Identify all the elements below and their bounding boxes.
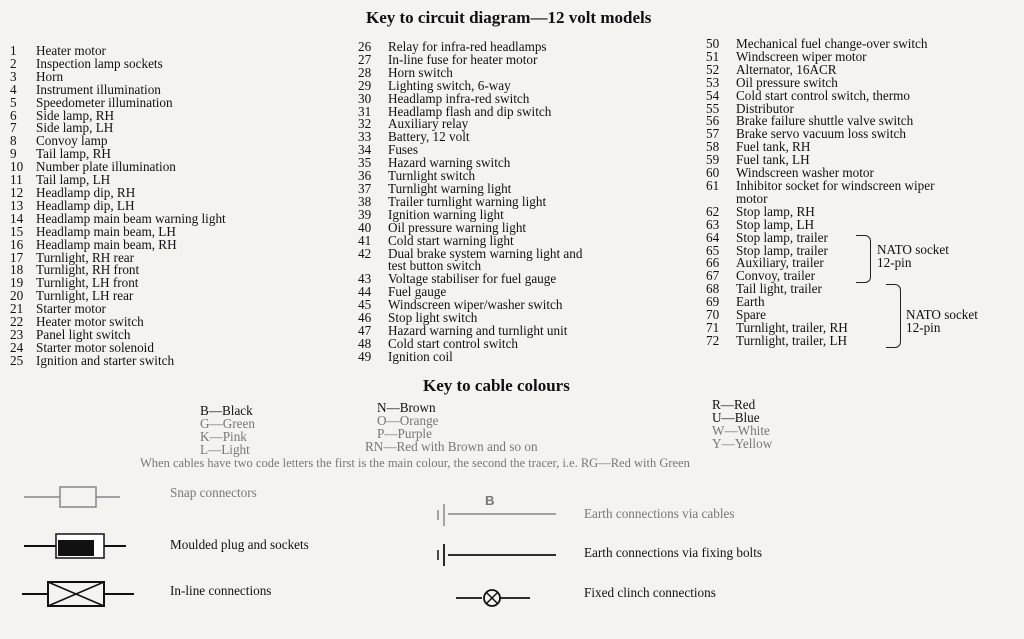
- component-description: motor: [736, 190, 768, 206]
- component-number: 17: [10, 249, 24, 265]
- nato-socket-label-1-line1: NATO socket: [877, 242, 949, 257]
- component-description: Headlamp main beam, LH: [36, 223, 176, 239]
- colour-codes-col1: [200, 404, 255, 456]
- component-number: 58: [706, 139, 720, 155]
- component-description: Stop lamp, trailer: [736, 229, 828, 245]
- colour-code: K—Pink: [200, 429, 247, 444]
- component-description: Starter motor: [36, 301, 106, 317]
- component-number: 16: [10, 236, 24, 252]
- clinch-connection-symbol: [454, 585, 534, 611]
- component-number: 18: [10, 262, 24, 278]
- nato-socket-label-1: [877, 243, 949, 269]
- component-list-item: [10, 352, 226, 368]
- component-description: In-line fuse for heater motor: [388, 51, 538, 67]
- component-number: 30: [358, 90, 372, 106]
- component-number: 63: [706, 216, 720, 232]
- component-description: Inhibitor socket for windscreen wiper: [736, 177, 935, 193]
- component-number: 44: [358, 284, 372, 300]
- component-description: Speedometer illumination: [36, 94, 173, 110]
- earth-bolt-symbol: [430, 540, 560, 570]
- colour-codes-col3: [712, 398, 772, 450]
- earth-cable-letter: B: [485, 493, 495, 508]
- component-description: Ignition coil: [388, 348, 453, 364]
- component-description: Battery, 12 volt: [388, 129, 470, 145]
- component-description: Windscreen wiper/washer switch: [388, 297, 563, 313]
- component-number: 41: [358, 232, 372, 248]
- component-description: Turnlight, trailer, LH: [736, 332, 848, 348]
- component-description: Stop lamp, trailer: [736, 242, 828, 258]
- component-description: Alternator, 16ACR: [736, 61, 837, 77]
- component-number: 43: [358, 271, 372, 287]
- component-number: 3: [10, 68, 17, 84]
- colour-code: P—Purple: [377, 426, 432, 441]
- component-number: 15: [10, 223, 24, 239]
- nato-bracket-2: [886, 284, 901, 348]
- component-description: Tail lamp, RH: [36, 146, 111, 162]
- component-number: 71: [706, 319, 720, 335]
- colour-code: N—Brown: [377, 400, 436, 415]
- component-description: Fuel gauge: [388, 284, 447, 300]
- component-number: 26: [358, 39, 372, 54]
- component-description: Number plate illumination: [36, 159, 176, 175]
- component-description: Turnlight, LH rear: [36, 288, 134, 304]
- component-description: Fuel tank, RH: [736, 139, 811, 155]
- component-number: 64: [706, 229, 720, 245]
- component-description: Headlamp main beam, RH: [36, 236, 177, 252]
- component-number: 11: [10, 172, 23, 188]
- component-number: 28: [358, 64, 372, 80]
- colour-code: B—Black: [200, 403, 253, 418]
- component-number: 62: [706, 203, 720, 219]
- colour-codes-col2: [365, 401, 538, 453]
- earth-cables-label: Earth connections via cables: [584, 506, 735, 521]
- component-number: 10: [10, 159, 24, 175]
- circuit-key-title: Key to circuit diagram—12 volt models: [366, 8, 652, 27]
- component-number: 24: [10, 339, 24, 355]
- component-number: 8: [10, 133, 17, 149]
- component-description: Cold start warning light: [388, 232, 514, 248]
- component-number: 70: [706, 307, 720, 323]
- component-number: 48: [358, 335, 372, 351]
- component-number: 2: [10, 55, 17, 71]
- component-number: 50: [706, 36, 720, 51]
- component-description: Convoy, trailer: [736, 268, 815, 284]
- component-number: 27: [358, 51, 372, 67]
- component-description: Hazard warning switch: [388, 155, 511, 171]
- component-description: Hazard warning and turnlight unit: [388, 322, 568, 338]
- colour-code: O—Orange: [377, 413, 439, 428]
- component-list-item: [358, 348, 582, 364]
- component-number: 4: [10, 81, 17, 97]
- component-description: Turnlight, LH front: [36, 275, 139, 291]
- component-description: Heater motor switch: [36, 314, 144, 330]
- component-number: 40: [358, 219, 372, 235]
- component-description: Brake servo vacuum loss switch: [736, 126, 906, 142]
- component-number: 51: [706, 48, 720, 64]
- component-number: 33: [358, 129, 372, 145]
- component-number: 65: [706, 242, 720, 258]
- component-description: Dual brake system warning light and: [388, 245, 583, 261]
- component-number: 20: [10, 288, 24, 304]
- component-number: 72: [706, 332, 720, 348]
- component-description: Tail lamp, LH: [36, 172, 111, 188]
- inline-connections-label: In-line connections: [170, 583, 272, 598]
- component-description: Headlamp dip, LH: [36, 197, 135, 213]
- component-number: 53: [706, 74, 720, 90]
- cable-colours-title: Key to cable colours: [423, 376, 570, 395]
- component-description: Lighting switch, 6-way: [388, 77, 511, 93]
- component-number: 32: [358, 116, 372, 132]
- component-list-col2: [358, 41, 582, 364]
- component-description: Fuses: [388, 142, 419, 158]
- component-description: Headlamp infra-red switch: [388, 90, 530, 106]
- component-description: Oil pressure switch: [736, 74, 838, 90]
- snap-connectors-label: Snap connectors: [170, 485, 257, 500]
- moulded-plug-symbol: [20, 530, 130, 562]
- component-description: Turnlight warning light: [388, 180, 512, 196]
- component-description: Distributor: [736, 100, 794, 116]
- moulded-plug-label: Moulded plug and sockets: [170, 537, 309, 552]
- nato-socket-label-2: [906, 308, 978, 334]
- component-description: Headlamp flash and dip switch: [388, 103, 552, 119]
- clinch-connections-label: Fixed clinch connections: [584, 585, 716, 600]
- component-description: Windscreen wiper motor: [736, 48, 867, 64]
- component-description: Ignition and starter switch: [36, 352, 175, 368]
- component-list-col1: [10, 45, 226, 368]
- component-description: Horn switch: [388, 64, 453, 80]
- colour-code: L—Light: [200, 442, 250, 457]
- component-number: 54: [706, 87, 720, 103]
- component-number: 36: [358, 168, 372, 184]
- colour-code: W—White: [712, 423, 770, 438]
- component-description: Fuel tank, LH: [736, 152, 810, 168]
- component-description: Stop light switch: [388, 310, 478, 326]
- component-number: 29: [358, 77, 372, 93]
- component-description: Instrument illumination: [36, 81, 161, 97]
- component-number: 21: [10, 301, 24, 317]
- component-number: 1: [10, 43, 17, 58]
- component-description: Convoy lamp: [36, 133, 108, 149]
- component-number: 9: [10, 146, 17, 162]
- component-number: 42: [358, 245, 372, 261]
- component-description: Tail light, trailer: [736, 281, 822, 297]
- component-number: 14: [10, 210, 24, 226]
- component-number: 46: [358, 310, 372, 326]
- colour-code: R—Red: [712, 397, 756, 412]
- component-number: 56: [706, 113, 720, 129]
- component-description: Horn: [36, 68, 64, 84]
- component-description: Stop lamp, RH: [736, 203, 815, 219]
- component-description: Mechanical fuel change-over switch: [736, 36, 928, 51]
- component-number: 31: [358, 103, 372, 119]
- component-number: 45: [358, 297, 372, 313]
- component-number: 5: [10, 94, 17, 110]
- component-number: 19: [10, 275, 24, 291]
- component-number: 34: [358, 142, 372, 158]
- two-letter-code-note: When cables have two code letters the first is the main colour, the second the tracer, i.e. RG—Red with Green: [140, 456, 690, 470]
- snap-connector-symbol: [20, 482, 130, 512]
- component-description: Earth: [736, 294, 765, 310]
- component-description: Windscreen washer motor: [736, 165, 874, 181]
- nato-bracket-1: [856, 235, 871, 283]
- component-description: Cold start control switch, thermo: [736, 87, 910, 103]
- component-description: Relay for infra-red headlamps: [388, 39, 547, 54]
- component-number: 66: [706, 255, 720, 271]
- nato-socket-label-2-line1: NATO socket: [906, 307, 978, 322]
- nato-socket-label-1-line2: 12-pin: [877, 255, 912, 270]
- component-number: 13: [10, 197, 24, 213]
- component-number: 39: [358, 206, 372, 222]
- component-description: Voltage stabiliser for fuel gauge: [388, 271, 557, 287]
- component-description: Trailer turnlight warning light: [388, 193, 547, 209]
- component-number: 57: [706, 126, 720, 142]
- component-number: 60: [706, 165, 720, 181]
- component-number: 35: [358, 155, 372, 171]
- component-description: Brake failure shuttle valve switch: [736, 113, 914, 129]
- component-number: 22: [10, 314, 24, 330]
- component-description: Headlamp dip, RH: [36, 184, 136, 200]
- component-number: 68: [706, 281, 720, 297]
- component-number: 25: [10, 352, 24, 368]
- colour-code: U—Blue: [712, 410, 760, 425]
- component-description: Auxiliary, trailer: [736, 255, 824, 271]
- component-number: 55: [706, 100, 720, 116]
- nato-socket-label-2-line2: 12-pin: [906, 320, 941, 335]
- component-description: Headlamp main beam warning light: [36, 210, 226, 226]
- earth-cable-symbol: [430, 490, 560, 526]
- component-description: Auxiliary relay: [388, 116, 469, 132]
- component-number: 52: [706, 61, 720, 77]
- component-description: Oil pressure warning light: [388, 219, 527, 235]
- component-number: 37: [358, 180, 372, 196]
- component-description: Turnlight, RH rear: [36, 249, 135, 265]
- component-number: 47: [358, 322, 372, 338]
- component-description: Cold start control switch: [388, 335, 519, 351]
- inline-connection-symbol: [18, 580, 138, 608]
- component-number: 49: [358, 348, 372, 364]
- component-description: test button switch: [388, 258, 482, 274]
- component-number: 67: [706, 268, 720, 284]
- colour-code: G—Green: [200, 416, 255, 431]
- component-number: 12: [10, 184, 24, 200]
- component-number: 6: [10, 107, 17, 123]
- component-description: Side lamp, RH: [36, 107, 115, 123]
- component-number: 38: [358, 193, 372, 209]
- component-number: 23: [10, 326, 24, 342]
- component-number: 7: [10, 120, 17, 136]
- earth-bolts-label: Earth connections via fixing bolts: [584, 545, 762, 560]
- component-number: 59: [706, 152, 720, 168]
- component-description: Spare: [736, 307, 767, 323]
- component-number: 61: [706, 177, 720, 193]
- component-number: 69: [706, 294, 720, 310]
- colour-code: Y—Yellow: [712, 436, 773, 451]
- component-description: Side lamp, LH: [36, 120, 114, 136]
- component-description: Ignition warning light: [388, 206, 504, 222]
- component-description: Turnlight, RH front: [36, 262, 140, 278]
- component-description: Turnlight, trailer, RH: [736, 319, 848, 335]
- component-description: Heater motor: [36, 43, 106, 58]
- component-description: Panel light switch: [36, 326, 131, 342]
- component-description: Stop lamp, LH: [736, 216, 815, 232]
- component-description: Starter motor solenoid: [36, 339, 154, 355]
- component-description: Turnlight switch: [388, 168, 476, 184]
- component-description: Inspection lamp sockets: [36, 55, 163, 71]
- colour-code: RN—Red with Brown and so on: [365, 439, 538, 454]
